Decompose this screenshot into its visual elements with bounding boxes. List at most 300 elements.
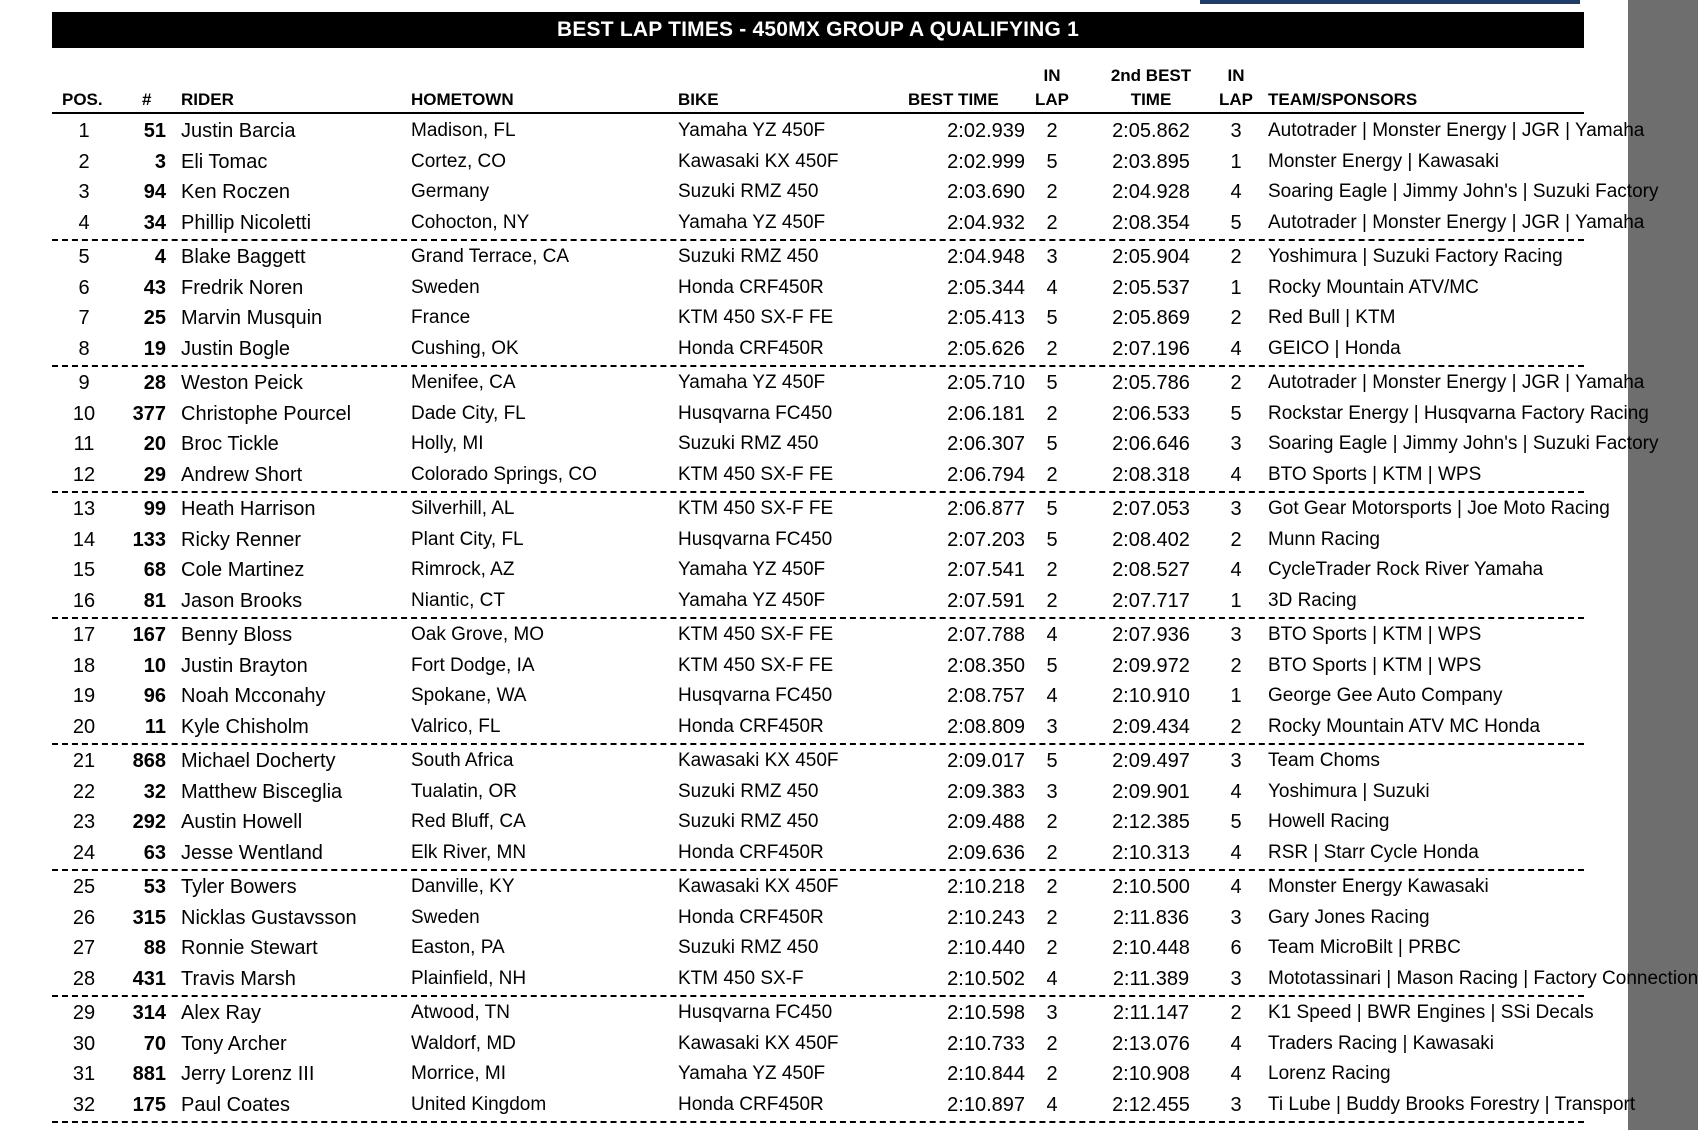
hometown-cell: Spokane, WA (411, 685, 527, 706)
team-sponsors-cell: Munn Racing (1268, 528, 1380, 550)
group-divider (52, 491, 1584, 493)
rider-number-cell: 70 (143, 1032, 166, 1055)
second-best-time-cell: 2:09.434 (1112, 715, 1190, 738)
best-lap-number-cell: 4 (1046, 276, 1058, 299)
rider-number-cell: 4 (154, 246, 166, 268)
rider-name-cell: Ken Roczen (181, 181, 290, 203)
best-time-cell: 2:10.598 (947, 1002, 1025, 1024)
position-cell: 7 (78, 307, 90, 329)
second-best-time-cell: 2:10.910 (1112, 685, 1190, 707)
hometown-cell: Atwood, TN (411, 1002, 510, 1023)
second-best-time-cell: 2:08.527 (1112, 559, 1190, 581)
team-sponsors-cell: George Gee Auto Company (1268, 685, 1503, 706)
team-sponsors-cell: 3D Racing (1268, 589, 1357, 611)
best-time-cell: 2:06.794 (947, 463, 1025, 486)
header-in-lap-2-bottom: LAP (1219, 90, 1253, 109)
rider-name-cell: Eli Tomac (181, 150, 268, 173)
hometown-cell: Waldorf, MD (411, 1032, 516, 1054)
rider-number-cell: 292 (132, 811, 166, 833)
table-row (0, 147, 1628, 178)
table-row (0, 460, 1628, 491)
team-sponsors-cell: Team MicroBilt | PRBC (1268, 937, 1461, 958)
bike-cell: KTM 450 SX-F FE (678, 498, 834, 519)
best-lap-number-cell: 2 (1046, 1063, 1058, 1085)
team-sponsors-cell: K1 Speed | BWR Engines | SSi Decals (1268, 1002, 1594, 1023)
table-row (0, 933, 1628, 964)
best-time-cell: 2:09.017 (947, 750, 1025, 772)
rider-number-cell: 10 (143, 654, 166, 677)
best-lap-number-cell: 2 (1046, 181, 1058, 203)
second-best-lap-number-cell: 4 (1230, 463, 1242, 486)
hometown-cell: South Africa (411, 750, 514, 771)
table-row (0, 525, 1628, 556)
header-second-best-top: 2nd BEST (1110, 66, 1192, 85)
best-lap-number-cell: 3 (1046, 715, 1058, 738)
rider-number-cell: 431 (132, 967, 166, 990)
second-best-time-cell: 2:12.385 (1112, 811, 1190, 833)
team-sponsors-cell: Yoshimura | Suzuki (1268, 780, 1430, 802)
table-row (0, 681, 1628, 712)
team-sponsors-cell: Rocky Mountain ATV MC Honda (1268, 715, 1541, 737)
rider-name-cell: Weston Peick (181, 372, 303, 394)
position-cell: 2 (78, 150, 90, 173)
team-sponsors-cell: BTO Sports | KTM | WPS (1268, 624, 1482, 645)
team-sponsors-cell: BTO Sports | KTM | WPS (1268, 463, 1482, 485)
hometown-cell: Morrice, MI (411, 1063, 506, 1084)
table-row (0, 746, 1628, 777)
team-sponsors-cell: Rocky Mountain ATV/MC (1268, 276, 1479, 298)
second-best-lap-number-cell: 5 (1230, 811, 1242, 833)
hometown-cell: United Kingdom (411, 1093, 547, 1115)
rider-number-cell: 881 (132, 1063, 166, 1085)
bike-cell: KTM 450 SX-F FE (678, 307, 834, 328)
table-row (0, 964, 1698, 995)
best-time-cell: 2:10.733 (947, 1032, 1025, 1055)
best-time-cell: 2:10.218 (947, 876, 1025, 898)
best-lap-number-cell: 5 (1046, 528, 1058, 551)
team-sponsors-cell: Lorenz Racing (1268, 1063, 1391, 1084)
best-lap-number-cell: 2 (1046, 906, 1058, 929)
rider-number-cell: 53 (143, 876, 166, 898)
table-row (0, 303, 1628, 334)
second-best-lap-number-cell: 2 (1230, 1002, 1242, 1024)
hometown-cell: Elk River, MN (411, 841, 527, 863)
best-lap-number-cell: 2 (1046, 559, 1058, 581)
position-cell: 32 (72, 1093, 96, 1116)
best-time-cell: 2:02.939 (947, 120, 1025, 142)
rider-name-cell: Benny Bloss (181, 624, 293, 646)
rider-number-cell: 3 (154, 150, 166, 173)
best-lap-number-cell: 2 (1046, 402, 1058, 425)
bike-cell: Yamaha YZ 450F (678, 211, 826, 233)
position-cell: 27 (72, 937, 96, 959)
table-row (0, 399, 1649, 430)
second-best-lap-number-cell: 4 (1230, 841, 1242, 864)
best-time-cell: 2:09.488 (947, 811, 1025, 833)
hometown-cell: Sweden (411, 276, 480, 298)
position-cell: 21 (72, 750, 96, 772)
rider-number-cell: 377 (132, 402, 166, 425)
second-best-time-cell: 2:08.402 (1112, 528, 1190, 551)
bike-cell: Kawasaki KX 450F (678, 750, 839, 771)
hometown-cell: Easton, PA (411, 937, 505, 958)
hometown-cell: Plainfield, NH (411, 967, 527, 989)
rider-number-cell: 175 (132, 1093, 166, 1116)
best-time-cell: 2:07.788 (947, 624, 1025, 646)
best-lap-number-cell: 5 (1046, 498, 1058, 520)
second-best-lap-number-cell: 4 (1230, 559, 1242, 581)
bike-cell: Yamaha YZ 450F (678, 372, 826, 393)
team-sponsors-cell: Autotrader | Monster Energy | JGR | Yamaha (1268, 211, 1645, 233)
team-sponsors-cell: Ti Lube | Buddy Brooks Forestry | Transport (1268, 1093, 1636, 1115)
rider-name-cell: Jason Brooks (181, 589, 303, 612)
rider-name-cell: Heath Harrison (181, 498, 316, 520)
position-cell: 4 (78, 211, 90, 234)
second-best-time-cell: 2:07.196 (1112, 337, 1190, 360)
second-best-lap-number-cell: 3 (1230, 750, 1242, 772)
best-lap-number-cell: 5 (1046, 433, 1058, 455)
team-sponsors-cell: Autotrader | Monster Energy | JGR | Yamaha (1268, 372, 1645, 393)
rider-number-cell: 68 (143, 559, 166, 581)
bike-cell: Honda CRF450R (678, 715, 824, 737)
position-cell: 19 (72, 685, 96, 707)
bike-cell: Yamaha YZ 450F (678, 559, 826, 580)
rider-name-cell: Fredrik Noren (181, 276, 304, 299)
second-best-lap-number-cell: 3 (1230, 433, 1242, 455)
group-divider (52, 365, 1584, 367)
best-lap-number-cell: 2 (1046, 937, 1058, 959)
team-sponsors-cell: Got Gear Motorsports | Joe Moto Racing (1268, 498, 1610, 519)
rider-name-cell: Andrew Short (181, 463, 303, 486)
second-best-time-cell: 2:11.389 (1112, 967, 1190, 990)
rider-number-cell: 99 (143, 498, 166, 520)
hometown-cell: Germany (411, 181, 490, 202)
bike-cell: Suzuki RMZ 450 (678, 811, 819, 832)
bike-cell: Suzuki RMZ 450 (678, 780, 819, 802)
group-divider (52, 617, 1584, 619)
position-cell: 13 (72, 498, 96, 520)
group-divider (52, 743, 1584, 745)
second-best-time-cell: 2:05.904 (1112, 246, 1190, 268)
rider-number-cell: 63 (143, 841, 166, 864)
best-lap-number-cell: 2 (1046, 811, 1058, 833)
rider-name-cell: Christophe Pourcel (181, 402, 352, 425)
bike-cell: Yamaha YZ 450F (678, 120, 826, 141)
second-best-lap-number-cell: 1 (1230, 276, 1242, 299)
table-row (0, 1029, 1628, 1060)
table-row (0, 872, 1628, 903)
rider-name-cell: Tyler Bowers (181, 876, 297, 898)
best-time-cell: 2:08.350 (947, 654, 1025, 677)
team-sponsors-cell: Yoshimura | Suzuki Factory Racing (1268, 246, 1563, 267)
table-row (0, 242, 1628, 273)
rider-name-cell: Cole Martinez (181, 559, 305, 581)
second-best-time-cell: 2:11.147 (1112, 1002, 1190, 1024)
best-time-cell: 2:08.757 (947, 685, 1025, 707)
header-number: # (142, 90, 152, 109)
rider-number-cell: 19 (143, 337, 166, 360)
table-row (0, 116, 1645, 147)
position-cell: 6 (78, 276, 90, 299)
hometown-cell: Valrico, FL (411, 715, 501, 737)
group-divider (52, 239, 1584, 241)
best-lap-number-cell: 4 (1046, 624, 1058, 646)
second-best-time-cell: 2:10.500 (1112, 876, 1190, 898)
table-row (0, 368, 1645, 399)
bike-cell: Kawasaki KX 450F (678, 150, 839, 172)
position-cell: 20 (72, 715, 96, 738)
second-best-time-cell: 2:04.928 (1112, 181, 1190, 203)
second-best-time-cell: 2:05.537 (1112, 276, 1190, 299)
rider-name-cell: Paul Coates (181, 1093, 290, 1116)
position-cell: 30 (72, 1032, 96, 1055)
rider-name-cell: Justin Barcia (181, 120, 296, 142)
best-time-cell: 2:06.181 (947, 402, 1025, 425)
position-cell: 14 (72, 528, 96, 551)
second-best-time-cell: 2:12.455 (1112, 1093, 1190, 1116)
rider-number-cell: 25 (143, 307, 166, 329)
second-best-lap-number-cell: 5 (1230, 211, 1242, 234)
second-best-time-cell: 2:10.908 (1112, 1063, 1190, 1085)
hometown-cell: Holly, MI (411, 433, 484, 454)
table-row (0, 903, 1628, 934)
second-best-lap-number-cell: 2 (1230, 528, 1242, 551)
header-second-best (1086, 64, 1216, 112)
hometown-cell: Madison, FL (411, 120, 516, 141)
second-best-time-cell: 2:05.869 (1112, 307, 1190, 329)
best-lap-number-cell: 5 (1046, 150, 1058, 173)
second-best-time-cell: 2:10.313 (1112, 841, 1190, 864)
bike-cell: Honda CRF450R (678, 337, 824, 359)
best-lap-number-cell: 2 (1046, 211, 1058, 234)
hometown-cell: Sweden (411, 906, 480, 928)
best-time-cell: 2:06.307 (947, 433, 1025, 455)
second-best-lap-number-cell: 4 (1230, 780, 1242, 803)
header-in-lap-1-bottom: LAP (1035, 90, 1069, 109)
second-best-lap-number-cell: 6 (1230, 937, 1242, 959)
position-cell: 11 (73, 433, 95, 455)
position-cell: 25 (72, 876, 96, 898)
second-best-time-cell: 2:05.786 (1112, 372, 1190, 394)
bike-cell: Husqvarna FC450 (678, 685, 833, 706)
best-time-cell: 2:05.413 (947, 307, 1025, 329)
rider-number-cell: 29 (143, 463, 166, 486)
bike-cell: KTM 450 SX-F (678, 967, 804, 989)
best-time-cell: 2:05.344 (947, 276, 1025, 299)
second-best-time-cell: 2:13.076 (1112, 1032, 1190, 1055)
position-cell: 29 (72, 1002, 96, 1024)
bike-cell: Suzuki RMZ 450 (678, 937, 819, 958)
second-best-lap-number-cell: 3 (1230, 498, 1242, 520)
rider-name-cell: Ricky Renner (181, 528, 302, 551)
rider-number-cell: 34 (143, 211, 166, 234)
rider-number-cell: 28 (143, 372, 166, 394)
second-best-time-cell: 2:07.936 (1112, 624, 1190, 646)
header-best-time: BEST TIME (908, 90, 999, 109)
second-best-time-cell: 2:08.318 (1112, 463, 1190, 486)
team-sponsors-cell: RSR | Starr Cycle Honda (1268, 841, 1479, 863)
table-row (0, 494, 1628, 525)
rider-number-cell: 96 (143, 685, 166, 707)
best-time-cell: 2:07.541 (947, 559, 1025, 581)
best-lap-number-cell: 4 (1046, 1093, 1058, 1116)
rider-name-cell: Justin Bogle (181, 337, 290, 360)
table-row (0, 273, 1628, 304)
table-row (0, 555, 1628, 586)
position-cell: 1 (78, 120, 90, 142)
table-row (0, 177, 1659, 208)
best-time-cell: 2:07.591 (947, 589, 1025, 612)
best-time-cell: 2:03.690 (947, 181, 1025, 203)
position-cell: 16 (72, 589, 96, 612)
second-best-lap-number-cell: 3 (1230, 967, 1242, 990)
second-best-lap-number-cell: 2 (1230, 372, 1242, 394)
page-title: BEST LAP TIMES - 450MX GROUP A QUALIFYING 1 (52, 12, 1584, 48)
team-sponsors-cell: Soaring Eagle | Jimmy John's | Suzuki Factory (1268, 433, 1659, 454)
rider-number-cell: 81 (143, 589, 166, 612)
team-sponsors-cell: Monster Energy Kawasaki (1268, 876, 1489, 897)
second-best-time-cell: 2:10.448 (1112, 937, 1190, 959)
position-cell: 28 (72, 967, 96, 990)
rider-number-cell: 133 (132, 528, 166, 551)
rider-name-cell: Kyle Chisholm (181, 715, 309, 738)
hometown-cell: Tualatin, OR (411, 780, 517, 802)
rider-name-cell: Justin Brayton (181, 654, 308, 677)
team-sponsors-cell: Gary Jones Racing (1268, 906, 1430, 928)
team-sponsors-cell: Soaring Eagle | Jimmy John's | Suzuki Factory (1268, 181, 1659, 202)
header-in-lap-2-top: IN (1227, 66, 1245, 85)
rider-name-cell: Matthew Bisceglia (181, 780, 343, 803)
best-time-cell: 2:06.877 (947, 498, 1025, 520)
second-best-lap-number-cell: 3 (1230, 120, 1242, 142)
second-best-time-cell: 2:06.533 (1112, 402, 1190, 425)
hometown-cell: Menifee, CA (411, 372, 516, 393)
second-best-time-cell: 2:08.354 (1112, 211, 1190, 234)
hometown-cell: France (411, 307, 471, 328)
header-in-lap-2 (1214, 64, 1258, 112)
bike-cell: Husqvarna FC450 (678, 528, 833, 550)
best-lap-number-cell: 2 (1046, 589, 1058, 612)
second-best-lap-number-cell: 5 (1230, 402, 1242, 425)
best-lap-number-cell: 2 (1046, 876, 1058, 898)
team-sponsors-cell: Traders Racing | Kawasaki (1268, 1032, 1494, 1054)
rider-number-cell: 43 (143, 276, 166, 299)
rider-number-cell: 51 (143, 120, 166, 142)
rider-name-cell: Blake Baggett (181, 246, 306, 268)
rider-name-cell: Marvin Musquin (181, 307, 323, 329)
bike-cell: Suzuki RMZ 450 (678, 181, 819, 202)
second-best-time-cell: 2:07.717 (1112, 589, 1190, 612)
team-sponsors-cell: GEICO | Honda (1268, 337, 1401, 359)
position-cell: 15 (72, 559, 96, 581)
best-lap-number-cell: 3 (1046, 780, 1058, 803)
best-lap-number-cell: 2 (1046, 120, 1058, 142)
bike-cell: Kawasaki KX 450F (678, 876, 839, 897)
best-time-cell: 2:04.948 (947, 246, 1025, 268)
table-row (0, 586, 1628, 617)
position-cell: 17 (72, 624, 96, 646)
header-bike: BIKE (678, 90, 719, 109)
second-best-lap-number-cell: 2 (1230, 246, 1242, 268)
best-time-cell: 2:10.897 (947, 1093, 1025, 1116)
position-cell: 22 (72, 780, 96, 803)
position-cell: 31 (72, 1063, 96, 1085)
rider-number-cell: 11 (144, 715, 166, 738)
hometown-cell: Plant City, FL (411, 528, 524, 550)
second-best-lap-number-cell: 2 (1230, 715, 1242, 738)
team-sponsors-cell: Howell Racing (1268, 811, 1390, 832)
team-sponsors-cell: BTO Sports | KTM | WPS (1268, 654, 1482, 676)
hometown-cell: Rimrock, AZ (411, 559, 515, 580)
bike-cell: Kawasaki KX 450F (678, 1032, 839, 1054)
rider-name-cell: Tony Archer (181, 1032, 287, 1055)
best-lap-number-cell: 5 (1046, 307, 1058, 329)
hometown-cell: Oak Grove, MO (411, 624, 545, 645)
best-time-cell: 2:10.844 (947, 1063, 1025, 1085)
second-best-lap-number-cell: 3 (1230, 906, 1242, 929)
second-best-time-cell: 2:09.497 (1112, 750, 1190, 772)
hometown-cell: Cortez, CO (411, 150, 507, 172)
hometown-cell: Dade City, FL (411, 402, 526, 424)
second-best-lap-number-cell: 1 (1230, 150, 1242, 173)
hometown-cell: Cohocton, NY (411, 211, 530, 233)
second-best-time-cell: 2:09.901 (1112, 780, 1190, 803)
second-best-lap-number-cell: 4 (1230, 337, 1242, 360)
team-sponsors-cell: Monster Energy | Kawasaki (1268, 150, 1499, 172)
table-row (0, 651, 1628, 682)
rider-name-cell: Nicklas Gustavsson (181, 906, 357, 929)
team-sponsors-cell: Team Choms (1268, 750, 1380, 771)
second-best-lap-number-cell: 4 (1230, 181, 1242, 203)
table-row (0, 334, 1628, 365)
best-time-cell: 2:10.502 (947, 967, 1025, 990)
rider-name-cell: Noah Mcconahy (181, 685, 326, 707)
group-divider (52, 1121, 1584, 1123)
header-in-lap-1 (1030, 64, 1074, 112)
best-lap-number-cell: 5 (1046, 654, 1058, 677)
bike-cell: Suzuki RMZ 450 (678, 433, 819, 454)
second-best-lap-number-cell: 3 (1230, 1093, 1242, 1116)
bike-cell: KTM 450 SX-F FE (678, 624, 834, 645)
second-best-time-cell: 2:03.895 (1112, 150, 1190, 173)
results-table-body (0, 116, 1698, 1124)
second-best-time-cell: 2:06.646 (1112, 433, 1190, 455)
rider-number-cell: 167 (132, 624, 166, 646)
header-rule (52, 112, 1584, 114)
rider-name-cell: Jerry Lorenz III (181, 1063, 315, 1085)
rider-number-cell: 32 (143, 780, 166, 803)
best-time-cell: 2:07.203 (947, 528, 1025, 551)
best-lap-number-cell: 2 (1046, 841, 1058, 864)
table-row (0, 1059, 1628, 1090)
second-best-time-cell: 2:09.972 (1112, 654, 1190, 677)
bike-cell: KTM 450 SX-F FE (678, 463, 834, 485)
position-cell: 26 (72, 906, 96, 929)
second-best-lap-number-cell: 4 (1230, 1063, 1242, 1085)
position-cell: 8 (78, 337, 90, 360)
team-sponsors-cell: Autotrader | Monster Energy | JGR | Yamaha (1268, 120, 1645, 141)
rider-number-cell: 315 (132, 906, 166, 929)
rider-name-cell: Ronnie Stewart (181, 937, 318, 959)
group-divider (52, 995, 1584, 997)
rider-name-cell: Phillip Nicoletti (181, 211, 312, 234)
position-cell: 10 (72, 402, 96, 425)
rider-name-cell: Travis Marsh (181, 967, 296, 990)
best-lap-number-cell: 2 (1046, 1032, 1058, 1055)
second-best-time-cell: 2:11.836 (1112, 906, 1190, 929)
table-row (0, 1090, 1636, 1121)
team-sponsors-cell: Red Bull | KTM (1268, 307, 1396, 328)
